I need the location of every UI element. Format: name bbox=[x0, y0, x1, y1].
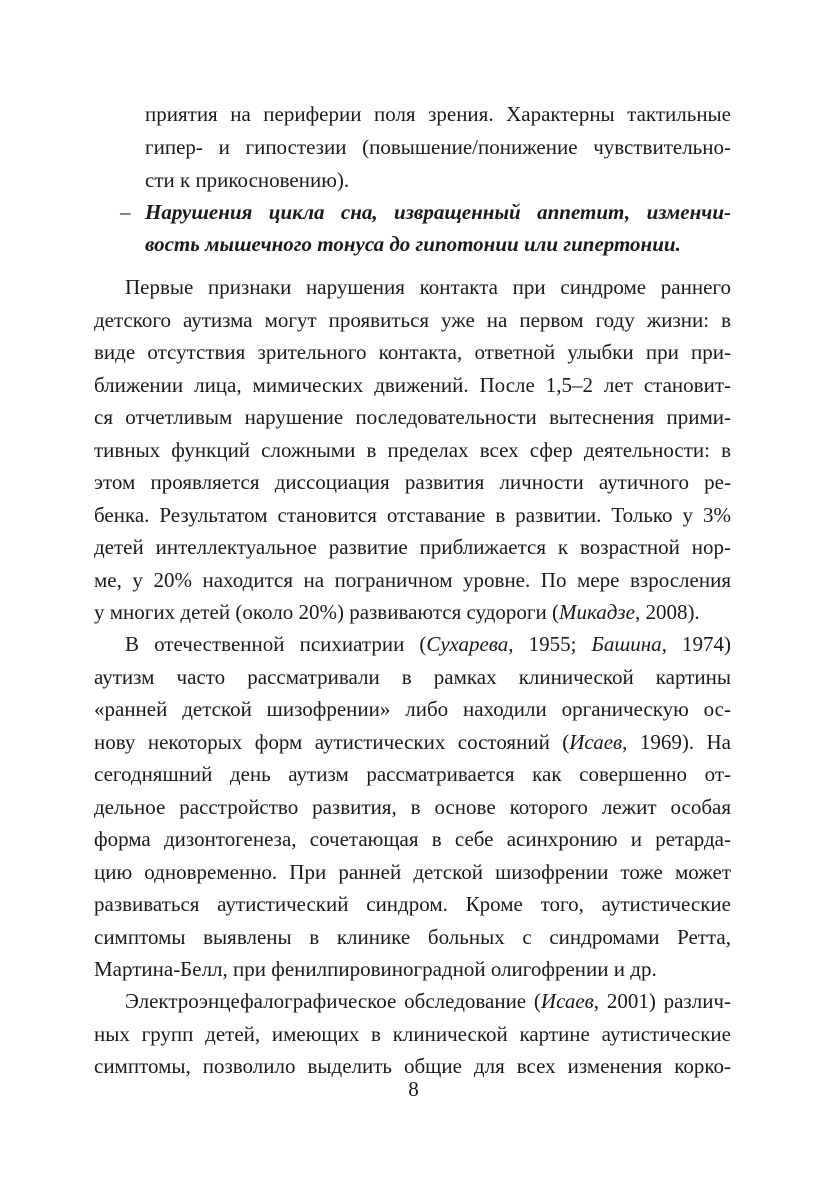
citation-author: Микадзе bbox=[559, 600, 635, 624]
text-fragment: , 2008). bbox=[634, 600, 700, 624]
text-fragment: , 1969). На bbox=[622, 730, 731, 754]
text-line: дельное расстройство развития, в основе которого лежит особая bbox=[94, 795, 731, 819]
text-fragment: , 1955; bbox=[508, 632, 592, 656]
text-line: симптомы выявлены в клинике больных с синдромами Ретта, bbox=[94, 925, 731, 949]
citation-author: Исаев bbox=[569, 730, 623, 754]
text-line: аутизм часто рассматривали в рамках клинической картины bbox=[94, 665, 731, 689]
text-line: ся отчетливым нарушение последовательности вытеснения прими- bbox=[94, 405, 731, 429]
text-fragment: , 1974) bbox=[661, 632, 731, 656]
text-line: приятия на периферии поля зрения. Характерны тактильные bbox=[145, 102, 731, 126]
text-line: ближении лица, мимических движений. После 1,5–2 лет становит- bbox=[94, 373, 731, 397]
text-line: бенка. Результатом становится отставание в развитии. Только у 3% bbox=[94, 503, 731, 527]
text-line: детского аутизма могут проявиться уже на первом году жизни: в bbox=[94, 308, 731, 332]
text-fragment: В отечественной психиатрии ( bbox=[125, 632, 427, 656]
citation-author: Башина bbox=[591, 632, 662, 656]
text-line bbox=[94, 599, 700, 625]
text-line: цию одновременно. При ранней детской шизофрении тоже может bbox=[94, 860, 731, 884]
text-line: Первые признаки нарушения контакта при синдроме раннего bbox=[125, 275, 731, 299]
bullet-marker: – bbox=[120, 200, 131, 224]
text-line: «ранней детской шизофрении» либо находили органическую ос- bbox=[94, 697, 731, 721]
page-number: 8 bbox=[408, 1077, 419, 1101]
text-line: детей интеллектуальное развитие приближается к возрастной нор- bbox=[94, 535, 731, 559]
text-fragment: нову некоторых форм аутистических состояний ( bbox=[94, 730, 570, 754]
text-line: развиваться аутистический синдром. Кроме того, аутистические bbox=[94, 892, 731, 916]
text-fragment: Электроэнцефалографическое обследование ( bbox=[125, 989, 541, 1013]
citation-author: Исаев bbox=[540, 989, 594, 1013]
text-line: тивных функций сложными в пределах всех сфер деятельности: в bbox=[94, 438, 731, 462]
text-fragment: у многих детей (около 20%) развиваются судороги ( bbox=[94, 600, 559, 624]
text-line: сти к прикосновению). bbox=[145, 168, 350, 192]
text-line bbox=[125, 631, 731, 657]
text-line: гипер- и гипостезии (повышение/понижение чувствительно- bbox=[145, 135, 731, 159]
bold-italic-line: Нарушения цикла сна, извращенный аппетит, изменчи- bbox=[145, 200, 731, 224]
text-line: форма дизонтогенеза, сочетающая в себе асинхронию и ретарда- bbox=[94, 827, 731, 851]
bold-italic-line: вость мышечного тонуса до гипотонии или гипертонии. bbox=[145, 232, 681, 256]
text-line bbox=[94, 729, 731, 755]
text-line: сегодняшний день аутизм рассматривается как совершенно от- bbox=[94, 762, 731, 786]
text-line: ме, у 20% находится на пограничном уровне. По мере взросления bbox=[94, 568, 731, 592]
text-line: ных групп детей, имеющих в клинической картине аутистические bbox=[94, 1022, 731, 1046]
text-line: Мартина-Белл, при фенилпировиноградной олигофрении и др. bbox=[94, 957, 657, 981]
text-line: виде отсутствия зрительного контакта, ответной улыбки при при- bbox=[94, 340, 731, 364]
text-line bbox=[125, 988, 731, 1014]
citation-author: Сухарева bbox=[426, 632, 509, 656]
text-fragment: , 2001) различ- bbox=[593, 989, 731, 1013]
text-line: этом проявляется диссоциация развития личности аутичного ре- bbox=[94, 470, 731, 494]
text-line: симптомы, позволило выделить общие для всех изменения корко- bbox=[94, 1054, 731, 1078]
